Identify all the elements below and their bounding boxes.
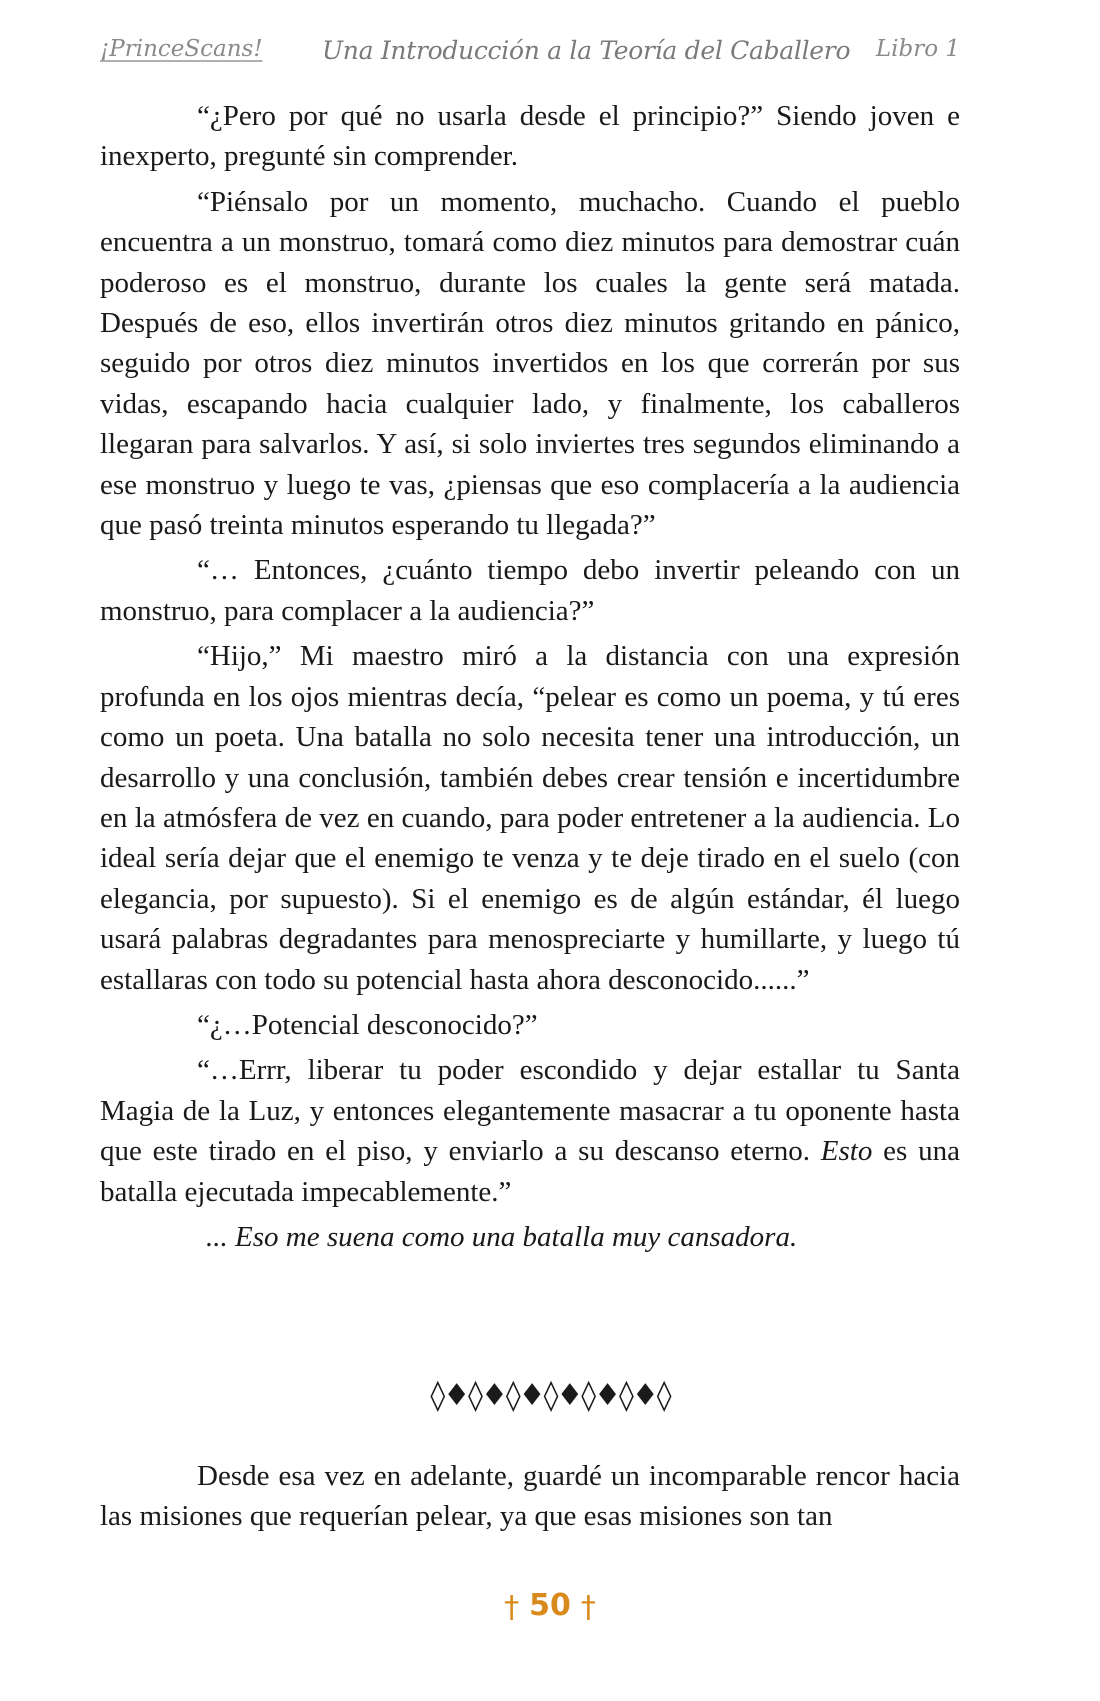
emphasis-text: Esto	[820, 1135, 873, 1168]
dagger-ornament-right-icon: †	[580, 1590, 596, 1625]
header-site-name: ¡PrinceScans!	[100, 36, 263, 62]
paragraph: “¿Pero por qué no usarla desde el principio?” Siendo joven e inexperto, pregunté sin comprender.	[100, 100, 960, 173]
paragraph	[100, 1050, 960, 1212]
paragraph: “… Entonces, ¿cuánto tiempo debo invertir peleando con un monstruo, para complacer a la audiencia?”	[100, 554, 960, 627]
paragraph-text: “…Errr, liberar tu poder escondido y dejar estallar tu Santa Magia de la Luz, y entonces elegantemente masacrar a tu oponente hasta que este tirado en el piso, y enviarlo a su descanso eterno.	[100, 1054, 960, 1168]
header-volume: Libro 1	[875, 36, 960, 62]
scene-separator: ◊♦◊♦◊♦◊♦◊♦◊♦◊	[430, 1378, 670, 1413]
header-book-title: Una Introducción a la Teoría del Caballero	[322, 36, 851, 65]
paragraph-text-end: es una batalla ejecutada impecablemente.”	[100, 1135, 961, 1208]
paragraph: “Piénsalo por un momento, muchacho. Cuando el pueblo encuentra a un monstruo, tomará como diez minutos para demostrar cuán poderoso es el monstruo, durante los cuales la gente será matada. Después de eso, ellos invertirán otros diez minutos gritando en pánico, seguido por otros diez minutos invertidos en los que correrán por sus vidas, escapando hacia cualquier lado, y finalmente, los caballeros llegaran para salvarlos. Y así, si solo inviertes tres segundos eliminando a ese monstruo y luego te vas, ¿piensas que eso complacería a la audiencia que pasó treinta minutos esperando tu llegada?”	[100, 185, 960, 542]
page-number: 50	[529, 1588, 571, 1623]
paragraph: “Hijo,” Mi maestro miró a la distancia con una expresión profunda en los ojos mientras decía, “pelear es como un poema, y tú eres como un poeta. Una batalla no solo necesita tener una introducción, un desarrollo y una conclusión, también debes crear tensión e incertidumbre en la atmósfera de vez en cuando, para poder entretener a la audiencia. Lo ideal sería dejar que el enemigo te venza y te deje tirado en el suelo (con elegancia, por supuesto). Si el enemigo es de algún estándar, él luego usará palabras degradantes para menospreciarte y humillarte, y luego tú estallaras con todo su potencial hasta ahora desconocido......”	[100, 640, 960, 996]
dagger-ornament-left-icon: †	[504, 1590, 520, 1625]
page-footer	[0, 1588, 1100, 1623]
page-header	[100, 36, 960, 76]
main-text	[100, 96, 960, 1262]
paragraph: “¿…Potencial desconocido?”	[197, 1008, 538, 1041]
continuation-text	[100, 1456, 960, 1537]
italic-thought-line: ... Eso me suena como una batalla muy cansadora.	[206, 1220, 798, 1253]
paragraph: Desde esa vez en adelante, guardé un incomparable rencor hacia las misiones que requerían pelear, ya que esas misiones son tan	[100, 1460, 960, 1533]
